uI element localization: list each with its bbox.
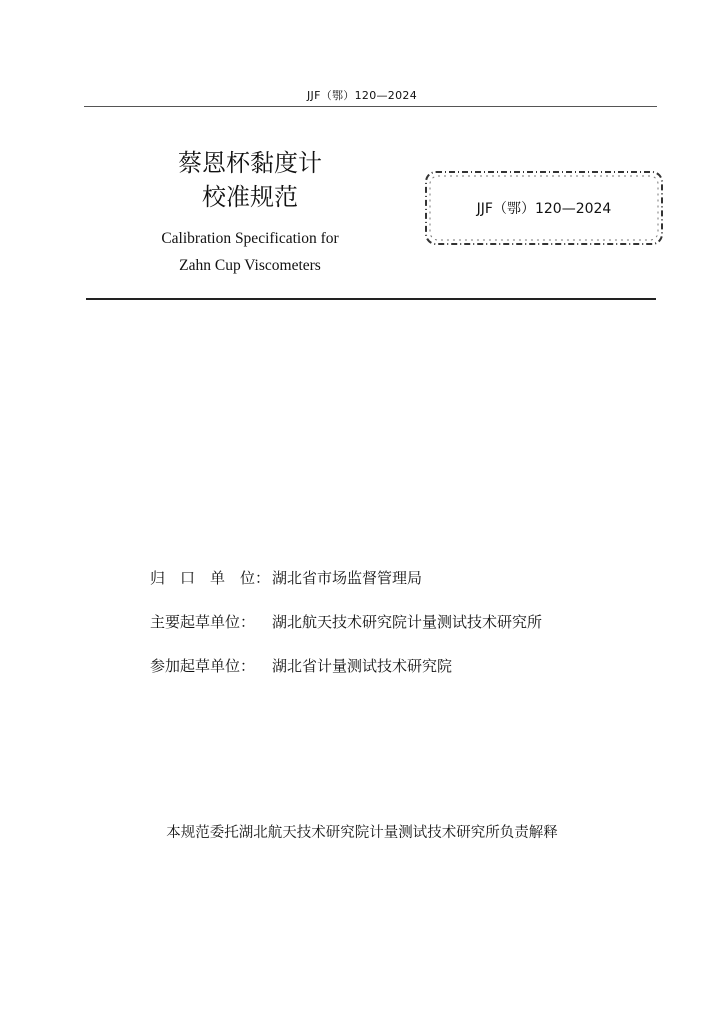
document-title-line1: 蔡恩杯黏度计 [178,149,322,177]
responsible-unit-label: 归 口 单 位： [150,569,271,587]
main-drafting-unit-value: 湖北航天技术研究院计量测试技术研究所 [272,613,543,631]
standard-code: JJF（鄂）120—2024 [476,201,612,217]
header-standard-code: JJF（鄂）120—2024 [306,89,417,102]
main-drafting-unit-row [150,611,542,632]
english-title-line2: Zahn Cup Viscometers [179,257,321,274]
responsible-unit-row [150,567,422,588]
interpretation-note: 本规范委托湖北航天技术研究院计量测试技术研究所负责解释 [166,825,558,841]
main-drafting-unit-label: 主要起草单位： [150,613,256,631]
standard-code-frame [422,168,666,248]
participating-drafting-unit-row [150,655,452,676]
responsible-unit-value: 湖北省市场监督管理局 [272,569,423,587]
document-title-line2: 校准规范 [202,183,298,211]
participating-drafting-unit-value: 湖北省计量测试技术研究院 [272,657,453,675]
header-divider [84,106,657,107]
title-divider [86,298,656,300]
english-title-line1: Calibration Specification for [161,230,339,247]
participating-drafting-unit-label: 参加起草单位： [150,657,256,675]
